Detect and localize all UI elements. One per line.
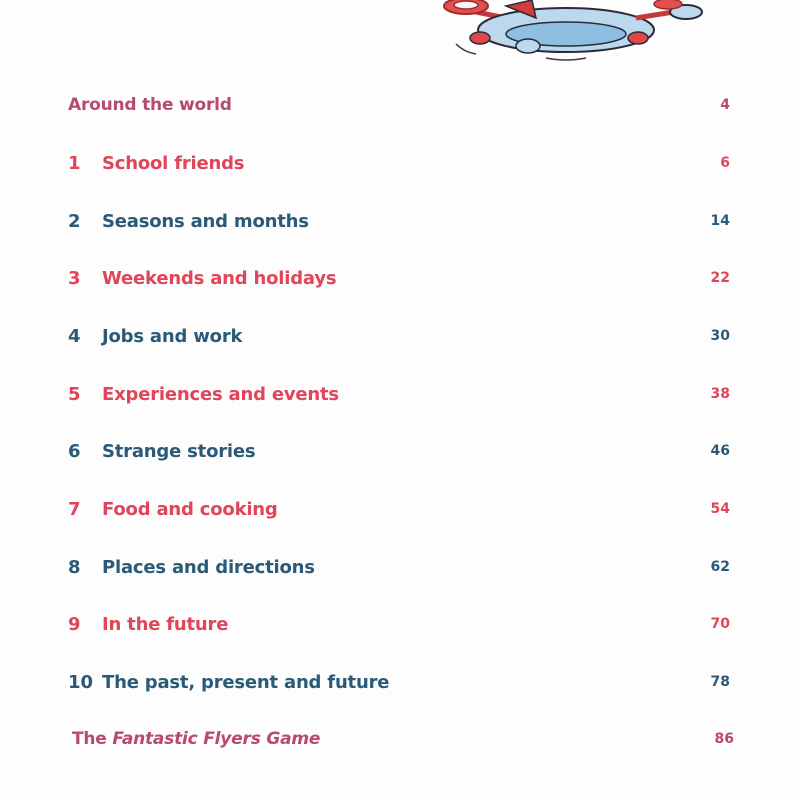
unit-title: School friends bbox=[102, 152, 245, 174]
toc-row-intro[interactable] bbox=[68, 90, 732, 120]
toc-row-unit-1[interactable] bbox=[68, 148, 732, 178]
toc-game-page: 86 bbox=[714, 731, 734, 747]
unit-title: Jobs and work bbox=[102, 325, 243, 347]
unit-number: 10 bbox=[68, 671, 94, 693]
unit-number: 4 bbox=[68, 325, 81, 347]
unit-page: 6 bbox=[720, 155, 730, 171]
toc-row-unit-10[interactable] bbox=[68, 667, 732, 697]
unit-title: Weekends and holidays bbox=[102, 267, 337, 289]
unit-number: 6 bbox=[68, 440, 81, 462]
unit-number: 3 bbox=[68, 267, 81, 289]
unit-title: Places and directions bbox=[102, 556, 315, 578]
unit-page: 46 bbox=[710, 443, 730, 459]
toc-row-unit-5[interactable] bbox=[68, 379, 732, 409]
toc-row-unit-4[interactable] bbox=[68, 321, 732, 351]
unit-number: 7 bbox=[68, 498, 81, 520]
unit-page: 78 bbox=[710, 674, 730, 690]
unit-page: 22 bbox=[710, 270, 730, 286]
toc-row-unit-9[interactable] bbox=[68, 609, 732, 639]
toc-row-unit-2[interactable] bbox=[68, 206, 732, 236]
toc-row-unit-8[interactable] bbox=[68, 552, 732, 582]
unit-title: Strange stories bbox=[102, 440, 256, 462]
unit-title: Food and cooking bbox=[102, 498, 278, 520]
unit-number: 8 bbox=[68, 556, 81, 578]
unit-page: 70 bbox=[710, 616, 730, 632]
unit-page: 14 bbox=[710, 213, 730, 229]
toc-game-italic: Fantastic Flyers Game bbox=[112, 729, 321, 749]
unit-number: 9 bbox=[68, 613, 81, 635]
toc-row-unit-3[interactable] bbox=[68, 263, 732, 293]
toc-row-game[interactable] bbox=[72, 724, 736, 754]
unit-page: 38 bbox=[710, 386, 730, 402]
unit-title: Seasons and months bbox=[102, 210, 309, 232]
toc-game-title bbox=[72, 729, 674, 749]
toc-row-unit-6[interactable] bbox=[68, 436, 732, 466]
unit-page: 30 bbox=[710, 328, 730, 344]
unit-page: 54 bbox=[710, 501, 730, 517]
toc-row-unit-7[interactable] bbox=[68, 494, 732, 524]
unit-title: In the future bbox=[102, 613, 229, 635]
unit-title: Experiences and events bbox=[102, 383, 339, 405]
unit-number: 1 bbox=[68, 152, 81, 174]
toc-intro-title: Around the world bbox=[68, 95, 232, 115]
toc-game-prefix: The bbox=[72, 729, 113, 749]
unit-number: 5 bbox=[68, 383, 81, 405]
unit-number: 2 bbox=[68, 210, 81, 232]
unit-title: The past, present and future bbox=[102, 671, 390, 693]
toc-intro-page: 4 bbox=[720, 97, 730, 113]
unit-page: 62 bbox=[710, 559, 730, 575]
